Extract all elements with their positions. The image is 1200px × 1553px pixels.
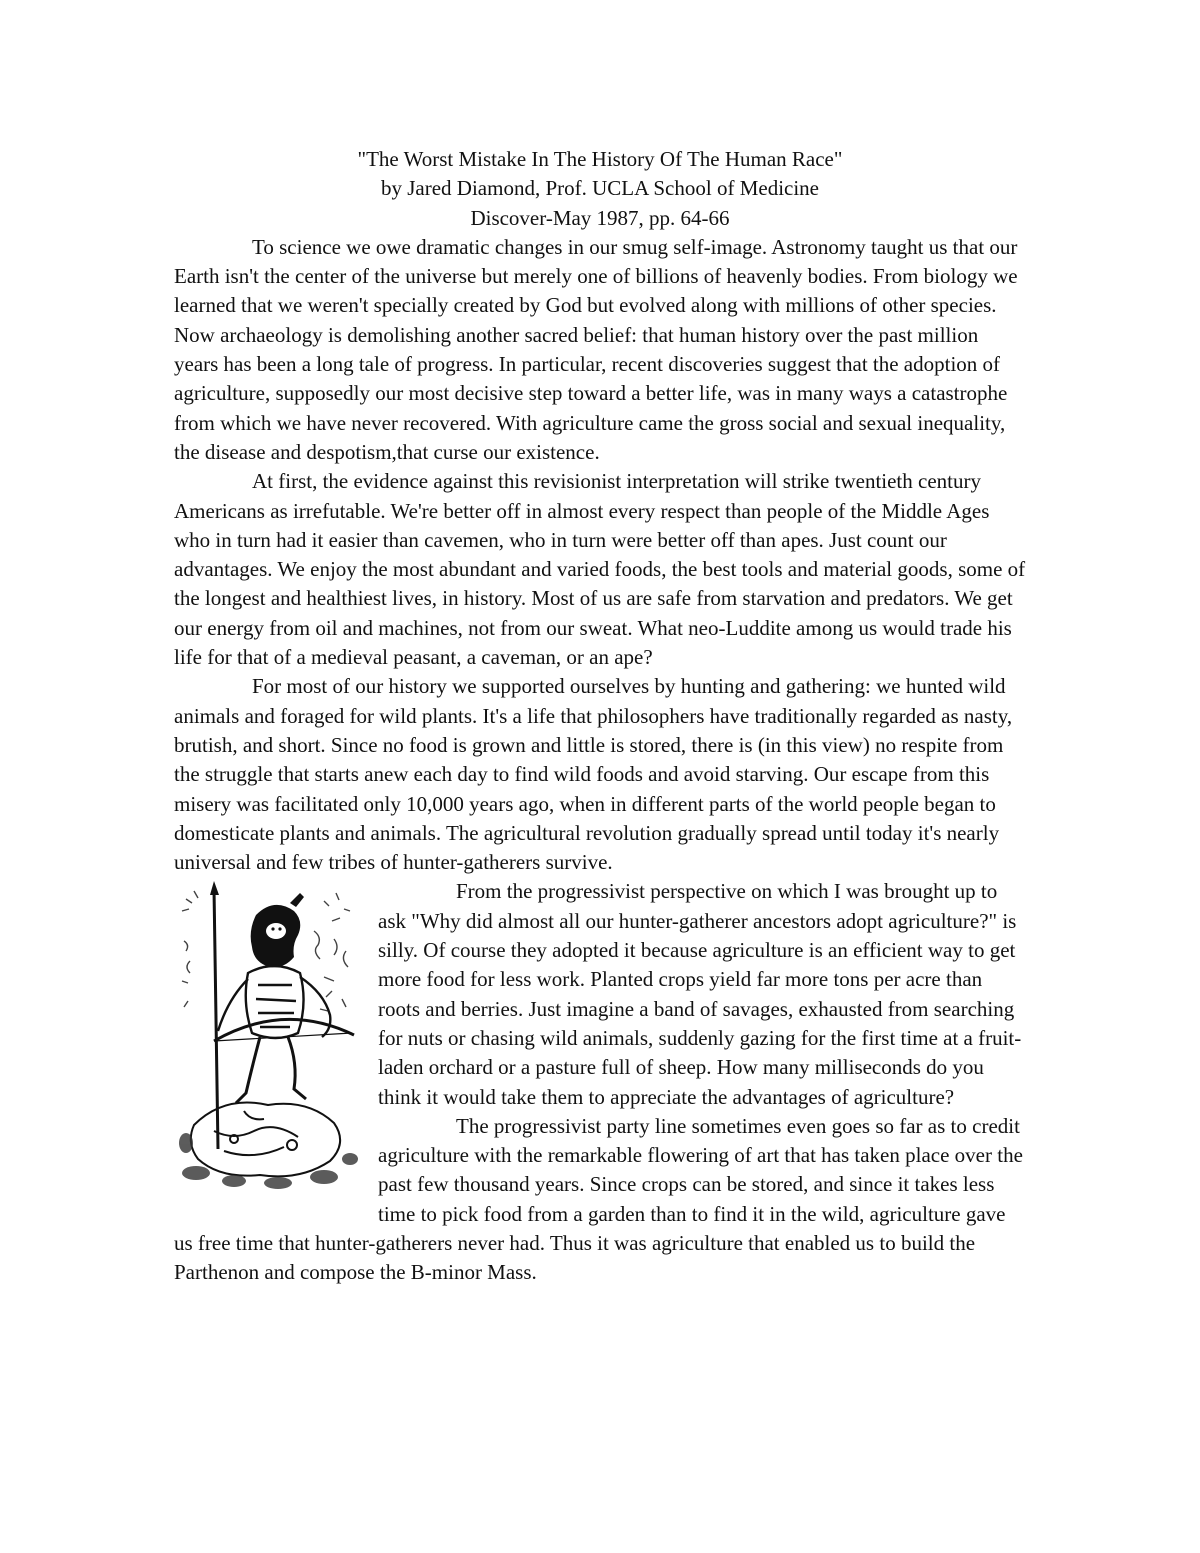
article-title: "The Worst Mistake In The History Of The Human Race" [357, 147, 843, 171]
figure-section [174, 877, 1026, 1287]
paragraph-3: For most of our history we supported ourselves by hunting and gathering: we hunted wild animals and foraged for wild plants. It's a life that philosophers have traditionally regarded as nasty, brutish, and short. Since no food is grown and little is stored, there is (in this view) no respite from the struggle that starts anew each day to find wild foods and avoid starving. Our escape from this misery was facilitated only 10,000 years ago, when in different parts of the world people began to domesticate plants and animals. The agricultural revolution gradually spread until today it's nearly universal and few tribes of hunter-gatherers survive. [174, 674, 1013, 875]
article-body [174, 145, 1026, 1288]
article-source: Discover-May 1987, pp. 64-66 [470, 205, 730, 230]
paragraph-1: To science we owe dramatic changes in our smug self-image. Astronomy taught us that our Earth isn't the center of the universe but merely one of billions of heavenly bodies. From biology we learned that we weren't specially created by God but evolved along with millions of other species. Now archaeology is demolishing another sacred belief: that human history over the past million years has been a long tale of progress. In particular, recent discoveries suggest that the adoption of agriculture, supposedly our most decisive step toward a better life, was in many ways a catastrophe from which we have never recovered. With agriculture came the gross social and sexual inequality, the disease and despotism,that curse our existence. [174, 234, 1018, 464]
article-byline: by Jared Diamond, Prof. UCLA School of Medicine [380, 176, 820, 201]
paragraph-4: From the progressivist perspective on which I was brought up to ask "Why did almost all our hunter-gatherer ancestors adopt agriculture?" is silly. Of course they adopted it because agriculture is an efficient way to get more food for less work. Planted crops yield far more tons per acre than roots and berries. Just imagine a band of savages, exhausted from searching for nuts or chasing wild animals, suddenly gazing for the first time at a fruit-laden orchard or a pasture full of sheep. How many milliseconds do you think it would take them to appreciate the advantages of agriculture? [378, 879, 1022, 1109]
hunter-gatherer-woodcut-icon [174, 881, 364, 1201]
paragraph-2: At first, the evidence against this revisionist interpretation will strike twentieth century Americans as irrefutable. We're better off in almost every respect than people of the Middle Ages who in turn had it easier than cavemen, who in turn were better off than apes. Just count our advantages. We enjoy the most abundant and varied foods, the best tools and material goods, some of the longest and healthiest lives, in history. Most of us are safe from starvation and predators. We get our energy from oil and machines, not from our sweat. What neo-Luddite among us would trade his life for that of a medieval peasant, a caveman, or an ape? [174, 469, 1026, 670]
paragraph-5: The progressivist party line sometimes even goes so far as to credit agriculture with the remarkable flowering of art that has taken place over the past few thousand years. Since crops can be stored, and since it takes less time to pick food from a garden than to find it in the wild, agriculture gave us free time that hunter-gatherers never had. Thus it was agriculture that enabled us to build the Parthenon and compose the B-minor Mass. [174, 1113, 1023, 1285]
